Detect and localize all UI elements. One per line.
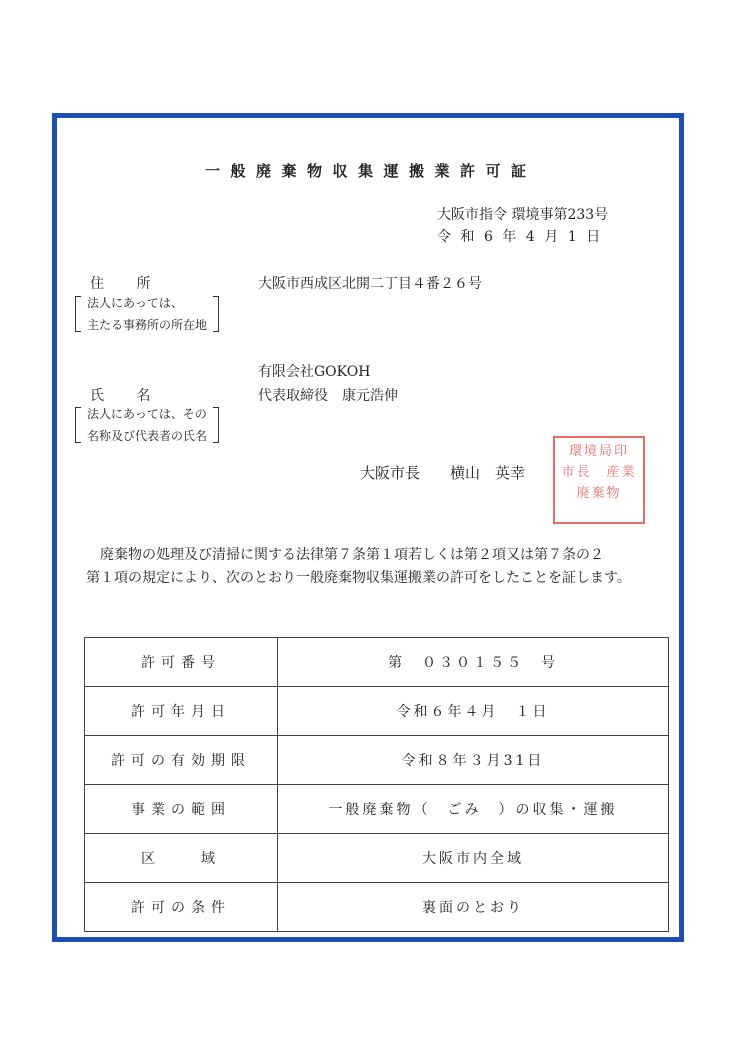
name-label: 氏 名 — [90, 388, 165, 404]
table-row — [85, 736, 669, 785]
row-key: 許可の条件 — [85, 883, 278, 932]
row-value: 第 ０３０１５５ 号 — [278, 638, 669, 687]
representative-name: 代表取締役 康元浩伸 — [258, 388, 398, 404]
table-row — [85, 785, 669, 834]
row-value: 大阪市内全域 — [278, 834, 669, 883]
official-seal: 環境局印 市長 産業廃棄物 — [553, 436, 645, 524]
permit-table — [84, 637, 669, 932]
address-note-line2: 主たる事務所の所在地 — [87, 318, 208, 332]
row-key: 区 域 — [85, 834, 278, 883]
row-key: 許可年月日 — [85, 687, 278, 736]
row-value: 令和８年３月31日 — [278, 736, 669, 785]
row-key: 事業の範囲 — [85, 785, 278, 834]
statement-line-2: 第１項の規定により、次のとおり一般廃棄物収集運搬業の許可をしたことを証します。 — [86, 570, 631, 586]
mayor-signature: 大阪市長 横山 英幸 — [360, 464, 526, 482]
statement-line-1: 廃棄物の処理及び清掃に関する法律第７条第１項若しくは第２項又は第７条の２ — [100, 547, 604, 563]
row-value: 令和６年４月 １日 — [278, 687, 669, 736]
address-value: 大阪市西成区北開二丁目４番２６号 — [258, 276, 482, 292]
reference-number: 大阪市指令 環境事第233号 — [437, 207, 609, 223]
address-note-line1: 法人にあっては、 — [87, 296, 183, 310]
table-row — [85, 834, 669, 883]
table-row — [85, 883, 669, 932]
row-value: 裏面のとおり — [278, 883, 669, 932]
address-note — [75, 292, 219, 336]
row-value: 一般廃棄物（ ごみ ）の収集・運搬 — [278, 785, 669, 834]
name-note-line1: 法人にあっては、その — [87, 407, 207, 421]
row-key: 許可の有効期限 — [85, 736, 278, 785]
table-row — [85, 638, 669, 687]
company-name: 有限会社GOKOH — [258, 364, 371, 380]
address-label: 住 所 — [90, 276, 165, 292]
table-row — [85, 687, 669, 736]
issue-date: 令和6年4月1日 — [437, 229, 610, 245]
row-key: 許可番号 — [85, 638, 278, 687]
name-note — [75, 403, 219, 447]
document-title: 一般廃棄物収集運搬業許可証 — [205, 162, 537, 180]
name-note-line2: 名称及び代表者の氏名 — [87, 429, 208, 443]
